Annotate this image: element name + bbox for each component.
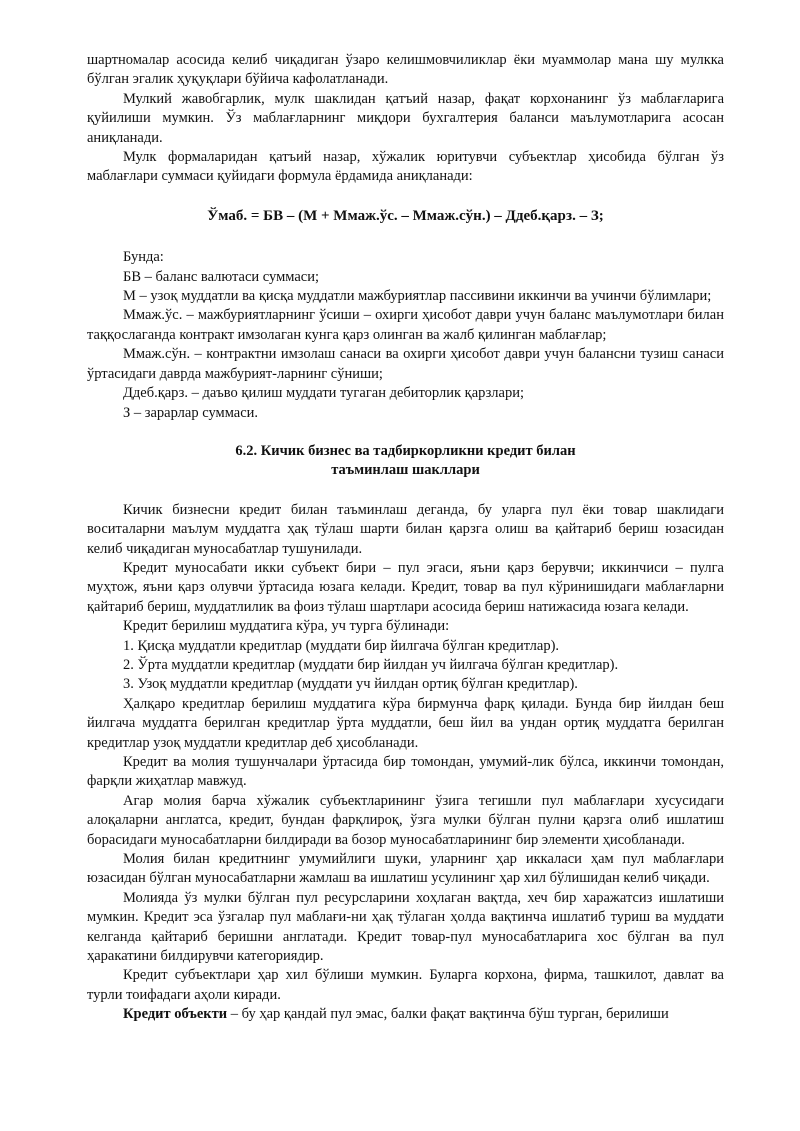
- body-paragraph: Кредит субъектлари ҳар хил бўлиши мумкин. Буларга корхона, фирма, ташкилот, давлат ва турли тоифадаги аҳоли киради.: [87, 967, 724, 1003]
- paragraph-continuation: шартномалар асосида келиб чиқадиган ўзаро келишмовчиликлар ёки муаммолар мана шу мулкка бўлган эгалик ҳуқуқлари бўйича кафолатланади.: [87, 52, 724, 88]
- body-paragraph: Агар молия барча хўжалик субъектларининг ўзига тегишли пул маблағлари хусусидаги алоқаларни англатса, кредит, бундан фарқлироқ, ўзга мулки бўлган пулни қарзга олиб ишлатиш борасидаги муносабатларни билдиради ва бозор муносабатларининг бир элементи ҳисобланади.: [87, 792, 724, 848]
- body-paragraph: Ҳалқаро кредитлар берилиш муддатига кўра бирмунча фарқ қилади. Бунда бир йилдан беш йилгача муддатга берилган кредитлар ўрта муддатли, беш йил ва ундан ортиқ муддатга берилган кредитлар узоқ муддатли кредитлар деб ҳисобланади.: [87, 695, 724, 751]
- definitions-intro: Бунда:: [123, 249, 164, 266]
- body-paragraph: Кредит ва молия тушунчалари ўртасида бир томондан, умумий-лик бўлса, иккинчи томондан, фарқли жиҳатлар мавжуд.: [87, 754, 724, 790]
- paragraph-formula-intro: Мулк формаларидан қатъий назар, хўжалик юритувчи субъектлар ҳисобида бўлган ўз маблағлари суммаси қуйидаги формула ёрдамида аниқланади:: [87, 149, 724, 185]
- definition-ddeb: Ддеб.қарз. – даъво қилиш муддати тугаган дебиторлик қарзлари;: [123, 385, 525, 402]
- definition-mmaj-son: Ммаж.сўн. – контрактни имзолаш санаси ва охирги ҳисобот даври учун балансни тузиш санаси ўртасидаги даврда мажбурият-ларнинг сўниши;: [87, 346, 724, 382]
- credit-object-text: – бу ҳар қандай пул эмас, балки фақат вақтинча бўш турган, берилиши: [227, 1006, 669, 1023]
- list-item-long-term: 3. Узоқ муддатли кредитлар (муддати уч йилдан ортиқ бўлган кредитлар).: [123, 676, 578, 693]
- definition-bv: БВ – баланс валютаси суммаси;: [123, 268, 320, 285]
- section-heading: [87, 442, 724, 481]
- definition-mmaj-os: Ммаж.ўс. – мажбуриятларнинг ўсиши – охирги ҳисобот даври учун баланс маълумотлари билан таққослаганда контракт имзолаган кунга қарз олинган ва жалб қилинган маблағлар;: [87, 307, 724, 343]
- list-item-short-term: 1. Қисқа муддатли кредитлар (муддати бир йилгача бўлган кредитлар).: [123, 637, 560, 654]
- body-paragraph: Кредит берилиш муддатига кўра, уч турга бўлинади:: [123, 618, 450, 635]
- section-heading-line1: 6.2. Кичик бизнес ва тадбиркорликни кредит билан: [235, 442, 576, 459]
- credit-object-term: Кредит объекти: [123, 1006, 228, 1023]
- body-paragraph: Молия билан кредитнинг умумийлиги шуки, уларнинг ҳар иккаласи ҳам пул маблағлари юзасидан бўлган муносабатларни жамлаш ва ишлатиш усулининг ҳар хил бўлишидан келиб чиқади.: [87, 851, 724, 887]
- paragraph-liability: Мулкий жавобгарлик, мулк шаклидан қатъий назар, фақат корхонанинг ўз маблағларига қуйилиши мумкин. Ўз маблағларнинг миқдори бухгалтерия баланси маълумотларига асосан аниқланади.: [87, 90, 724, 146]
- section-heading-line2: таъминлаш шакллари: [331, 462, 480, 479]
- definition-m: М – узоқ муддатли ва қисқа муддатли мажбуриятлар пассивини иккинчи ва учинчи бўлимлари;: [123, 288, 712, 305]
- formula: Ўмаб. = БВ – (М + Ммаж.ўс. – Ммаж.сўн.) – Ддеб.қарз. – З;: [207, 207, 604, 224]
- body-paragraph: Кредит муносабати икки субъект бири – пул эгаси, яъни қарз берувчи; иккинчиси – пулга муҳтож, яъни қарз олувчи ўртасида юзага келади. Кредит, товар ва пул кўринишидаги маблағларни қайтариб бериш, муддатлилик ва фоиз тўлаш шартлари асосида бериш натижасида юзага келади.: [87, 559, 724, 615]
- body-paragraph: Молияда ўз мулки бўлган пул ресурсларини хоҳлаган вақтда, хеч бир харажатсиз ишлатиши мумкин. Кредит эса ўзгалар пул маблағи-ни ҳақ тўлаган ҳолда вақтинча ишлатиб туриш ва муддати келганда қайтариб беришни англатади. Кредит товар-пул муносабатларига хос бўлган ва пул ҳаракатини билдирувчи категориядир.: [87, 889, 724, 965]
- paragraph-credit-object: [87, 1005, 724, 1024]
- body-paragraph: Кичик бизнесни кредит билан таъминлаш деганда, бу уларга пул ёки товар шаклидаги воситаларни маълум муддатга ҳақ тўлаш шарти билан қарзга олиш ва қайтариб бериш юзасидан келиб чиқадиган муносабатлар тушунилади.: [87, 501, 724, 557]
- list-item-medium-term: 2. Ўрта муддатли кредитлар (муддати бир йилдан уч йилгача бўлган кредитлар).: [123, 656, 619, 673]
- definition-z: З – зарарлар суммаси.: [123, 404, 259, 421]
